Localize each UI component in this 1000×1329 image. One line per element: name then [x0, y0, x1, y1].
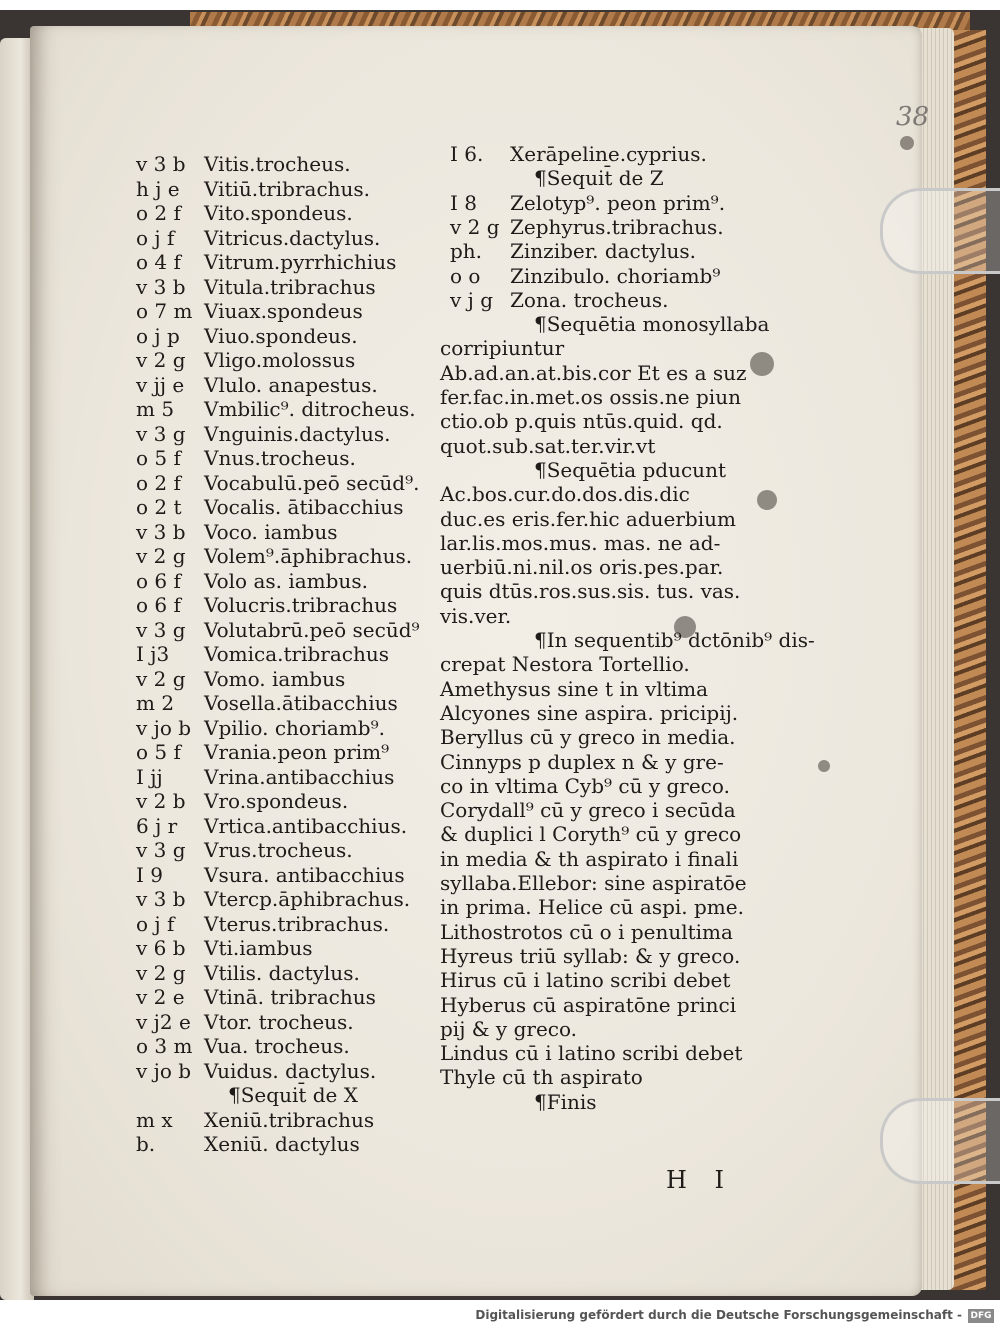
text-line: Vro.spondeus.: [204, 789, 349, 813]
line-code: o 4 f: [136, 250, 181, 274]
text-line: Lithostrotos cū o i penultima: [440, 919, 733, 944]
text-line: ¶Sequētia pducunt: [534, 457, 726, 482]
line-code: o 2 f: [136, 470, 181, 495]
text-line: ¶Finis: [534, 1089, 597, 1114]
dfg-logo: DFG: [968, 1309, 994, 1323]
line-code: v 2 g: [136, 960, 186, 985]
text-line: Vtinā. tribrachus: [204, 985, 376, 1009]
line-code: I j3: [136, 642, 170, 666]
line-code: v 3 g: [136, 617, 186, 642]
ink-spot: [900, 136, 914, 150]
text-line: Ac.bos.cur.do.dos.dis.dic: [440, 482, 690, 507]
line-code: ph.: [450, 239, 483, 264]
text-line: ctio.ob p.quis ntūs.quid. qd.: [440, 409, 723, 434]
line-code: v jo b: [136, 1058, 192, 1083]
text-line: uerbiū.ni.nil.os oris.pes.par.: [440, 555, 724, 580]
line-code: v j2 e: [136, 1009, 191, 1034]
text-line: Lindus cū i latino scribi debet: [440, 1041, 743, 1066]
text-line: Vrtica.antibacchius.: [204, 813, 408, 838]
text-line: Amethysus sine t in vltima: [440, 676, 709, 701]
text-line: ¶Sequit̄ de Z: [534, 166, 664, 191]
line-code: v j g: [450, 287, 494, 312]
text-line: Vuidus. dactylus.: [204, 1058, 377, 1083]
line-code: I 6.: [450, 142, 484, 166]
line-code: o 6 f: [136, 593, 181, 617]
text-line: Zona. trocheus.: [510, 287, 669, 312]
line-code: v 6 b: [136, 936, 186, 960]
text-line: quis dtūs.ros.sus.sis. tus. vas.: [440, 579, 741, 604]
text-line: Cinnyps p duplex n & y gre-: [440, 749, 724, 774]
text-line: Zephyrus.tribrachus.: [510, 214, 724, 239]
text-line: Vnus.trocheus.: [204, 446, 356, 470]
text-line: Corydall⁹ cū y greco i secūda: [440, 798, 736, 823]
text-line: in prima. Helice cū aspi. pme.: [440, 895, 744, 920]
text-line: Volutabrū.peō secūd⁹: [204, 617, 420, 642]
line-code: 6 j r: [136, 813, 178, 838]
text-line: Vmbilic⁹. ditrocheus.: [204, 397, 416, 421]
line-code: o j f: [136, 225, 175, 250]
text-line: lar.lis.mos.mus. mas. ne ad-: [440, 530, 721, 555]
text-line: Vterus.tribrachus.: [204, 911, 390, 936]
text-line: Hyreus triū syllab: & y greco.: [440, 943, 741, 968]
text-line: Volucris.tribrachus: [204, 593, 398, 617]
text-line: Vti.iambus: [204, 936, 313, 960]
text-line: Vsura. antibacchius: [204, 862, 405, 887]
text-line: Vrania.peon prim⁹: [204, 740, 390, 764]
text-line: Xeniū.tribrachus: [204, 1107, 375, 1132]
book-page: [30, 26, 930, 1296]
line-code: I jj: [136, 764, 163, 789]
text-line: Beryllus cū y greco in media.: [440, 725, 736, 750]
text-line: Hirus cū i latino scribi debet: [440, 968, 731, 993]
line-code: o 3 m: [136, 1034, 193, 1058]
line-code: v 2 g: [136, 544, 186, 568]
text-line: Vito.spondeus.: [204, 201, 353, 225]
text-line: Vnguinis.dactylus.: [204, 421, 391, 446]
text-line: Vomo. iambus: [204, 666, 346, 691]
line-code: v jj e: [136, 372, 185, 397]
line-code: v 3 g: [136, 421, 186, 446]
text-line: Zinziber. dactylus.: [510, 239, 696, 264]
text-line: corripiuntur: [440, 336, 565, 361]
line-code: v jo b: [136, 715, 192, 740]
text-line: fer.fac.in.met.os ossis.ne piun: [440, 385, 741, 409]
text-line: syllaba.Ellebor: sine aspiratōe: [440, 871, 747, 895]
text-line: crepat Nestora Tortellio.: [440, 652, 690, 677]
line-code: o 7 m: [136, 299, 193, 323]
text-line: Viuax.spondeus: [204, 299, 363, 323]
text-line: Volem⁹.āphibrachus.: [204, 544, 413, 568]
text-line: Vosella.ātibacchius: [204, 691, 398, 715]
ink-spot: [757, 490, 777, 510]
text-line: & duplici l Coryth⁹ cū y greco: [440, 822, 742, 847]
line-code: v 3 b: [136, 152, 186, 176]
text-line: Thyle cū th aspirato: [440, 1065, 643, 1090]
text-line: Voco. iambus: [204, 519, 338, 544]
line-code: o 5 f: [136, 740, 181, 764]
page-clip-bottom: [880, 1098, 1000, 1184]
facing-page: [0, 38, 34, 1300]
line-code: o o: [450, 263, 481, 288]
text-line: ¶Sequētia monosyllaba: [534, 312, 770, 337]
line-code: v 3 b: [136, 274, 186, 299]
text-line: Zinzibulo. choriamb⁹: [510, 263, 721, 288]
text-line: Vocalis. ātibacchius: [204, 495, 404, 519]
text-line: vis.ver.: [440, 603, 512, 628]
line-code: v 2 b: [136, 789, 186, 813]
digitization-footer: [0, 1304, 1000, 1329]
text-line: Vtilis. dactylus.: [204, 960, 360, 985]
text-line: pij & y greco.: [440, 1016, 578, 1041]
line-code: o 6 f: [136, 568, 181, 593]
line-code: b.: [136, 1132, 156, 1156]
line-code: v 3 g: [136, 838, 186, 862]
line-code: m x: [136, 1107, 173, 1132]
line-code: v 3 b: [136, 519, 186, 544]
line-code: o j p: [136, 323, 180, 348]
text-line: Volo as. iambus.: [204, 568, 368, 593]
text-line: quot.sub.sat.ter.vir.vt: [440, 433, 656, 458]
text-line: Xerāpeline.cyprius.: [510, 142, 707, 166]
text-line: Xeniū. dactylus: [204, 1132, 360, 1156]
text-line: Hyberus cū aspiratōne princi: [440, 992, 737, 1017]
line-code: m 2: [136, 691, 175, 715]
line-code: o 5 f: [136, 446, 181, 470]
text-line: Vligo.molossus: [204, 348, 356, 372]
folio-number: 38: [896, 102, 930, 132]
text-line: ¶Sequit̄ de X: [228, 1083, 358, 1107]
text-line: Vpilio. choriamb⁹.: [204, 715, 385, 740]
text-line: Vlulo. anapestus.: [204, 372, 378, 397]
text-line: ¶In sequentib⁹ dctōnib⁹ dis-: [534, 628, 815, 652]
signature-mark: H I: [666, 1166, 735, 1194]
text-line: Vitiū.tribrachus.: [204, 176, 371, 201]
line-code: v 2 e: [136, 985, 185, 1009]
text-line: Vitis.trocheus.: [204, 152, 351, 176]
line-code: v 3 b: [136, 887, 186, 911]
line-code: o 2 t: [136, 495, 182, 519]
text-line: Zelotyp⁹. peon prim⁹.: [510, 190, 726, 215]
text-line: Vrina.antibacchius: [204, 764, 395, 789]
text-line: Vua. trocheus.: [204, 1034, 350, 1058]
text-line: in media & th aspirato i finali: [440, 846, 739, 871]
text-line: Vitricus.dactylus.: [204, 225, 381, 250]
line-code: o 2 f: [136, 201, 181, 225]
page-clip-top: [880, 188, 1000, 274]
footer-credit: Digitalisierung gefördert durch die Deutsche Forschungsgemeinschaft -: [475, 1308, 962, 1322]
text-line: Alcyones sine aspira. pricipij.: [440, 700, 739, 725]
text-line: Vitrum.pyrrhichius: [204, 250, 397, 274]
text-line: Vomica.tribrachus: [204, 642, 389, 666]
line-code: m 5: [136, 397, 175, 421]
text-line: Vitula.tribrachus: [204, 274, 376, 299]
text-line: Vocabulū.peō secūd⁹.: [204, 470, 420, 495]
ink-spot: [818, 760, 830, 772]
line-code: h j e: [136, 176, 180, 201]
line-code: v 2 g: [136, 666, 186, 691]
text-line: Vtor. trocheus.: [204, 1009, 354, 1034]
text-line: Vtercp.āphibrachus.: [204, 887, 411, 911]
line-code: I 8: [450, 190, 477, 215]
text-line: Vrus.trocheus.: [204, 838, 353, 862]
line-code: o j f: [136, 911, 175, 936]
line-code: v 2 g: [450, 214, 500, 239]
text-line: duc.es eris.fer.hic aduerbium: [440, 506, 736, 531]
text-line: Ab.ad.an.at.bis.cor Et es a suz: [440, 360, 747, 385]
line-code: I 9: [136, 862, 163, 887]
line-code: v 2 g: [136, 348, 186, 372]
text-line: co in vltima Cyb⁹ cū y greco.: [440, 773, 730, 798]
text-line: Viuo.spondeus.: [204, 323, 358, 348]
ink-spot: [750, 352, 774, 376]
